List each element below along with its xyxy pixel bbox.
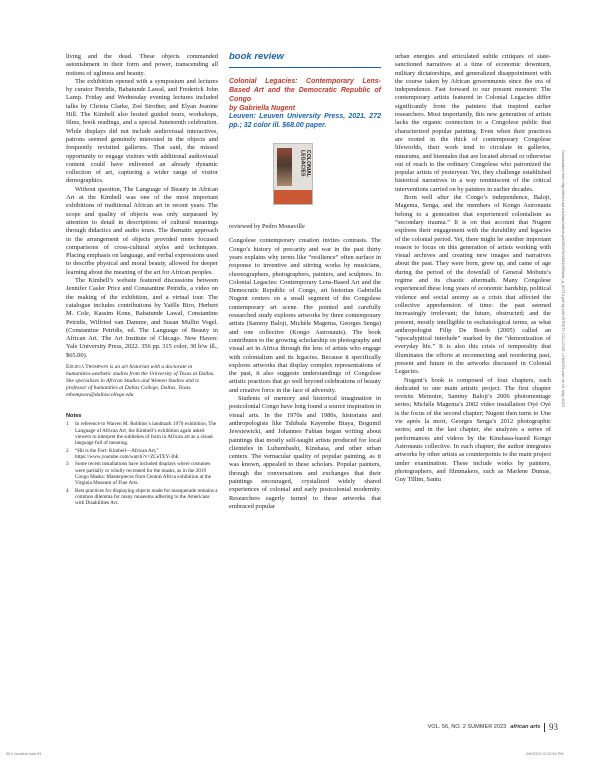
note-number: 2 [66, 447, 69, 454]
book-title: Colonial Legacies: Contemporary Lens-Based Art and the Democratic Republic of Congo [229, 78, 381, 103]
volume-info: VOL. 56, NO. 2 SUMMER 2023 [427, 724, 507, 730]
paragraph: Born well after the Congo’s independence, Baloji, Magema, Senga, and the members of Kongo Astronauts belong to a generation that experienced colonialism as “secondary trauma.” It is on that account that Nugent explores their engagement with the durability and legacies of the colonial period. Yet, there might be another important reason to focus on this generation of artists working with visual archives and creating new images and narratives about the past. They were born, grew up, and came of age during the period of the downfall of General Mobutu’s regime and its chaotic aftermath. Many Congolese experienced these long years of economic hardship, political violence and social anomy as a crisis that affected the collective apprehension of time: the past seemed increasingly irrelevant; the future, obstructed; and the present, mostly intelligible in eschatological terms, as what anthropologist Filip De Boeck (2005) called an “apocalyptical interlude” marked by the “demonization of everyday life.” It is also this crisis of temporality that illuminates the efforts at reconnecting and reordering past, present and future in the artworks discussed in Colonial Legacies. [395, 194, 551, 376]
note-text: In reference to Warren M. Robbins’s landmark 1970 exhibition, The Language of African Art, the Kimbell’s exhibition again asked viewers to interpret the subtleties of form in African art as a visual language full of meaning. [75, 421, 217, 447]
page-footer [428, 722, 558, 732]
note-text: Best practices for displaying objects made for masquerade remains a common dilemma for many museums adhering to the Americans with Disabilities Act. [75, 487, 218, 507]
author-bio [66, 364, 218, 399]
book-cover-image [273, 143, 313, 205]
paragraph: The exhibition opened with a symposium and lectures by curator Petridis, Babatunde Lawal, and Frederick John Lamp. Friday and Wednesday evening lectures included talks by Christa Clarke, Zoé Strother, and Elyan Jeanine Hill. The Kimbell also hosted guided tours, workshops, films, book readings, and a special Juneteenth celebration. While displays did not include audiovisual interactives, patrons seemed genuinely interested in the objects and frequently revisited galleries. That said, the missed opportunity to engage visitors with additional audiovisual content could have enlivened an already dynamic collection of art, capturing a wider range of visitor demographics. [66, 77, 218, 185]
author-name: Edlieca Thompson [66, 363, 109, 370]
author-bio-text: is an art historian with a doctorate in humanities-aesthetic studies from the University of Texas at Dallas. She specializes in African Studies and Women Studies and is professor of humanities at Dallas College, Dallas, Texas. ethompson@dallascollege.edu [66, 363, 215, 398]
paragraph: living and the dead. These objects commanded astonishment in their form and power, transcending all notions of ugliness and beauty. [66, 53, 218, 77]
paragraph: Students of memory and historical imagination in postcolonial Congo have long found a source inspiration in visual arts. In the 1970s and 1980s, historians and anthropologists like Tshibala Kayembe Biaya, Bogumil Jewsiewicki, and Johannes Fabian began writing about paintings that mostly self-taught artists produced for local clienteles in Lubumbashi, Kinshasa, and other urban centers. The vernacular quality of popular painting, as it was known, appealed to these scholars. Popular painters, through the conversations and exchanges that their paintings encouraged, crystalized widely shared experiences of colonial and early postcolonial modernity. Researchers eagerly turned to these artworks that embraced popular [229, 395, 381, 510]
section-heading: book review [229, 51, 284, 62]
note-number: 1 [66, 421, 69, 428]
note-text: “Hit is the Fort: Kimbell—African Art,” https://www.youtube.com/watch?v=ZCeTEY-3bE [75, 447, 179, 460]
notes-section [66, 413, 218, 507]
reviewer-byline: reviewed by Pedro Monaville [229, 223, 305, 231]
note-text: Some recent installations have included displays where costumes were partially or wholly recreated for the masks, as in the 2019 Congo Masks: Masterpieces from Central Africa exhibition at the Virginia Museum of Fine Arts. [75, 461, 211, 487]
paragraph: Congolese contemporary creation invites contrasts. The Congo’s history of precarity and war in the past thirty years explains why terms like “resilience” often surface in response to inventive and stirring works by musicians, choreographers, photographers, painters, and sculptors. In Colonial Legacies: Contemporary Lens-Based Art and the Democratic Republic of Congo, art historian Gabriella Nugent centers on a small segment of the Congolese contemporary art scene. Her pointed and carefully researched study explores artworks by three contemporary artists (Sammy Baloji, Michèle Magema, Georges Senga) and one collective (Kongo Astronauts). The book contributes to the growing scholarship on photography and visual art in Africa through the lens of artists who engage with colonialism and its legacies. Because it specifically explores artworks that display complex representations of the past, it also suggests understandings of Congolese artistic practices that go well beyond celebrations of beauty and creative force in the face of adversity. [229, 237, 381, 394]
note-item [66, 421, 218, 446]
note-item [66, 488, 218, 507]
print-slug-left: 56.2 bookind.indd 93 [6, 752, 42, 756]
footer-divider [544, 723, 545, 732]
column-middle [229, 53, 381, 511]
cover-title: COLONIAL LEGACIES [299, 150, 311, 178]
paragraph: Nugent’s book is composed of four chapters, each dedicated to one main artistic project. The first chapter revisits Mémoire, Sammy Baloji’s 2006 photomontage series; Michèle Magema’s 2002 video installation Oyé Oyé is the focus of the second chapter; Nugent then turns to Une vie après la mort, Georges Senga’s 2012 photographic series; and in the last chapter, she analyzes a series of performances and videos by the Kinshasa-based Kongo Astronauts collective. In each chapter, the author integrates artworks by other artists as counterpoints to the main project under examination. These include works by painters, photographers, and filmmakers, such as Marlene Dumas, Guy Tillim, Santu [395, 376, 551, 484]
note-number: 4 [66, 487, 69, 494]
notes-heading: Notes [66, 412, 82, 419]
note-item [66, 461, 218, 486]
column-right [395, 53, 551, 484]
book-author: by Gabriella Nugent [229, 104, 296, 112]
cover-photo [277, 148, 292, 186]
paragraph: The Kimbell’s website featured discussions between Jennifer Casler Price and Constantine Petridis, a video on the making of the exhibition, and a virtual tour. The catalogue includes contributions by Yaëlle Biro, Herbert M. Cole, Kassim Kone, Babatunde Lawal, Constantine Petridis, Wilfried van Damme, and Susan Mullin Vogel. (Constantine Petridis, ed. The Language of Beauty in African Art. The Art Institute of Chicago. New Haven: Yale University Press, 2022. 356 pp. 315 color, 30 b/w ill., $65.00). [66, 277, 218, 359]
page-number: 93 [549, 722, 558, 732]
print-slug-right: 2/8/2023 12:22:54 PM [526, 752, 564, 756]
section-rule [229, 67, 381, 68]
magazine-name: african arts [510, 724, 541, 730]
note-item [66, 448, 218, 461]
download-notice: Downloaded from http://direct.mit.edu/afar/article-pdf/56/2/92/2081956/afar_a_00713.pdf by UNIVERSITY COLLEGE LONDON user on 01 May 2023 [561, 150, 566, 407]
column-left [66, 53, 218, 508]
paragraph: Without question, The Language of Beauty in African Art at the Kimbell was one of the most important exhibitions of traditional African art in recent years. The scope and quality of objects was only surpassed by attention to detail in descriptions of cultural meanings through didactics and audio tours. The thematic approach in the arrangement of objects provided more focused comparisons of cross-cultural styles and techniques. Placing emphasis on language, and verbal expressions used to describe physical and moral beauty, allowed for deeper learning about the meaning of the art for African peoples. [66, 185, 218, 276]
note-number: 3 [66, 461, 69, 468]
book-publication: Leuven: Leuven University Press, 2021. 272 pp.; 32 color ill. $68.00 paper. [229, 113, 381, 130]
paragraph: urban energies and articulated subtle critiques of state-sanctioned narratives at a time of economic downturn, military dictatorships, and generalized disappointment with the course taken by African governments since the era of independence. Fast forward to our present moment: The contemporary artists featured in Colonial Legacies differ significantly from the painters that inspired earlier researchers. Most importantly, this new generation of artists lacks the organic connection to a Congolese public that characterized popular painting. Even when their practices are rooted in the thick of contemporary Congolese lifeworlds, their work tend to circulate in galleries, museums, and biennales that are located abroad or otherwise out of reach to the ordinary Congolese who patronized the popular artists of yesteryear. Yet, they challenge established historical narratives in a way reminiscent of the critical interventions carried on by painters in earlier decades. [395, 53, 551, 193]
